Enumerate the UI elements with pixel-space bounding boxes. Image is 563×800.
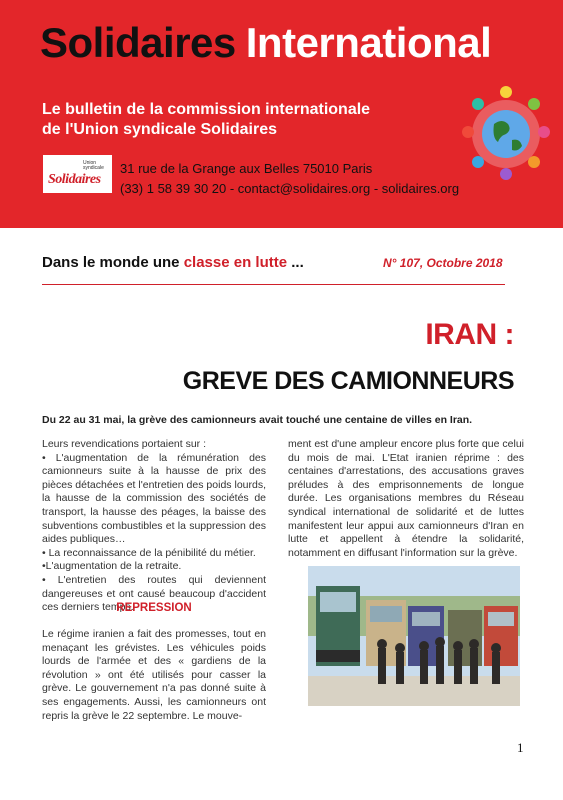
- page-number: 1: [517, 740, 524, 755]
- header-banner: [0, 0, 563, 228]
- postal-address: 31 rue de la Grange aux Belles 75010 Paris: [120, 161, 373, 176]
- article-column-1: [42, 438, 266, 615]
- subtitle-line-1: Le bulletin de la commission internationale: [42, 101, 371, 118]
- tagline-prefix: Dans le monde une: [42, 254, 184, 271]
- logo-wordmark: Solidaires: [48, 172, 101, 187]
- article-headline: GREVE DES CAMIONNEURS: [182, 367, 514, 395]
- demand-item: • La reconnaissance de la pénibilité du métier.: [42, 546, 256, 559]
- article-column-2: ment est d'une ampleur encore plus forte que celui du mois de mai. L'Etat iranien réprime : des centaines d'arrestations, des accusations graves préludes à des emprisonnements de longue durée. Les organisations membres du Réseau syndical international de solidarité et de luttes manifestent leur appui aux camionneurs d'Iran en lutte et appellent à étendre la solidarité, notamment en diffusant l'information sur la grève.: [288, 438, 524, 559]
- article-country: IRAN :: [425, 318, 514, 351]
- bulletin-subtitle: [42, 100, 442, 140]
- bulletin-title: [40, 18, 491, 68]
- demand-item: •L'augmentation de la retraite.: [42, 560, 182, 573]
- repression-paragraph: Le régime iranien a fait des promesses, tout en menaçant les grévistes. Les véhicules poids lourds de l'armée et des « gardiens de la révolution » ont été utilisés pour casser la grève. Le gouvernement n'a pas donné suite à ses engagements. Aussi, les camionneurs ont repris la grève le 22 septembre. Le mouve-: [42, 628, 266, 722]
- truckers-photo: [308, 566, 520, 706]
- article-lead: Du 22 au 31 mai, la grève des camionneurs avait touché une centaine de villes en Iran.: [42, 414, 473, 426]
- subtitle-line-2: de l'Union syndicale Solidaires: [42, 121, 277, 138]
- demand-item: • L'augmentation de la rémunération des camionneurs suite à la hausse de prix des pièces détachées et l'entretien des poids lourds, la hausse de la commission des sociétés de transport, la hausse des péages, la baisse des subventions combustibles et la suppression des aides publiques…: [42, 451, 266, 546]
- section-heading-repression: REPRESSION: [116, 602, 192, 614]
- tagline-suffix: ...: [287, 254, 304, 271]
- title-word-solidaires: Solidaires: [40, 19, 236, 66]
- contact-line: (33) 1 58 39 30 20 - contact@solidaires.org - solidaires.org: [120, 181, 460, 196]
- tagline-accent: classe en lutte: [183, 254, 288, 271]
- issue-number: N° 107, Octobre 2018: [383, 256, 503, 270]
- title-word-international: International: [245, 19, 492, 66]
- header-divider: [42, 284, 505, 285]
- demands-intro: Leurs revendications portaient sur :: [42, 438, 207, 450]
- demand-item: • L'entretien des routes qui deviennent dangereuses et ont causé beaucoup d'accident ces derniers temps.: [42, 573, 266, 614]
- bulletin-tagline: [42, 254, 304, 271]
- solidaires-logo: [43, 155, 112, 193]
- logo-small-text: Union syndicale: [83, 160, 104, 171]
- globe-people-icon: [460, 82, 552, 182]
